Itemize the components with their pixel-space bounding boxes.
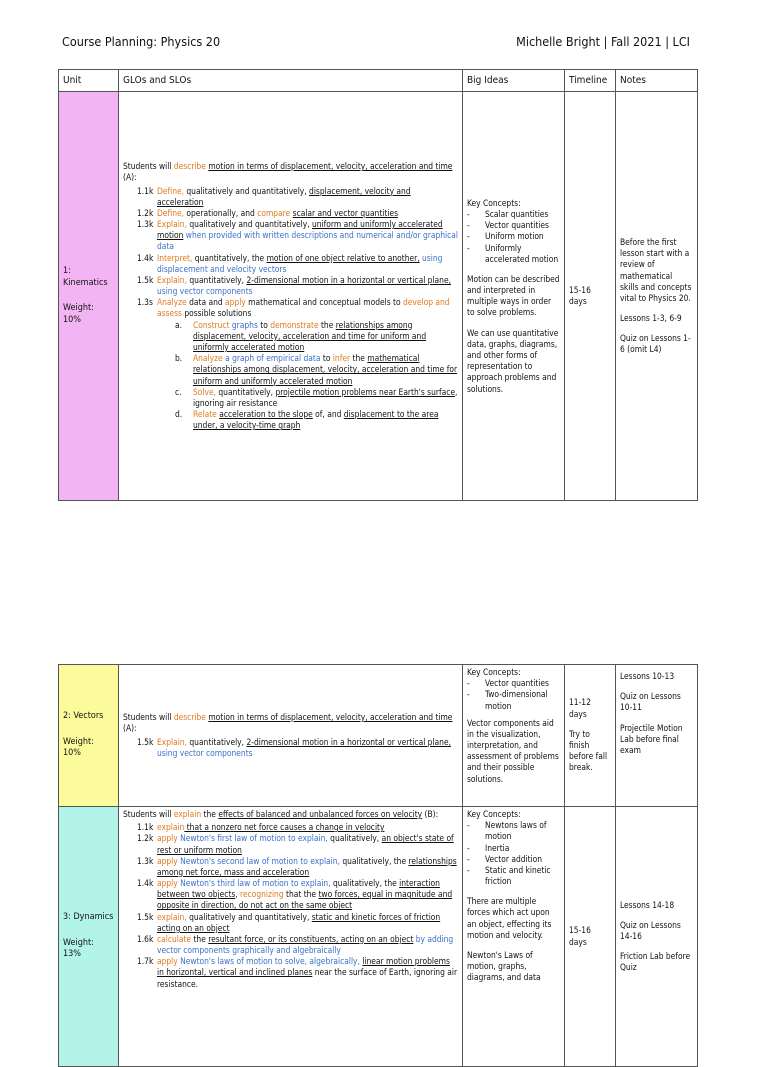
unit-name: 3: Dynamics xyxy=(63,911,114,922)
timeline-cell: 15-16 days xyxy=(565,92,616,501)
key-concepts-heading: Key Concepts: xyxy=(467,809,521,819)
big-ideas-cell xyxy=(463,665,565,807)
glo-statement: Students will explain the effects of balanced and unbalanced forces on velocity (B): xyxy=(123,809,439,819)
outcomes-cell xyxy=(119,92,463,501)
note: Lessons 1-3, 6-9 xyxy=(620,313,682,324)
table-header-row xyxy=(59,70,698,92)
note: Lessons 14-18 xyxy=(620,899,675,910)
note: Before the first lesson start with a review of mathematical skills and concepts vital to Physics 20. xyxy=(620,237,692,303)
vectors-row xyxy=(59,665,698,807)
key-concepts-list xyxy=(467,678,560,712)
notes-header: Notes xyxy=(616,70,698,92)
notes-cell xyxy=(616,807,698,1067)
slo-item: 1.3k apply Newton's second law of motion to explain, qualitatively, the relationships among net force, mass and acceleration xyxy=(137,855,457,877)
note: Quiz on Lessons 1-6 (omit L4) xyxy=(620,333,691,355)
concept-item: - Newtons laws of motion xyxy=(467,820,547,842)
slo-item: 1.1k Define, qualitatively and quantitatively, displacement, velocity and acceleration xyxy=(137,185,411,207)
author-term: Michelle Bright | Fall 2021 | LCI xyxy=(516,34,690,49)
outcomes-cell xyxy=(119,665,463,807)
concept-item: - Uniformly accelerated motion xyxy=(467,242,559,264)
slo-item: 1.5k Explain, quantitatively, 2-dimensional motion in a horizontal or vertical plane, using vector components xyxy=(137,274,451,297)
unit-cell-kinematics xyxy=(59,92,119,501)
timeline-cell: 15-16 days xyxy=(565,807,616,1067)
slo-item: 1.3s Analyze data and apply mathematical and conceptual models to develop and assess possible solutions a. Construct graphs to demonstrate the relationships among displacement, velocity, acceleration and time for uniform and uniformly accelerated motion b. Analyze a graph of empirical data to infer the mathematical relationships among displacement, velocity, acceleration and time for uniform and uniformly accelerated motion c. Solve, quantitatively, projectile motion problems near Earth's surface, ignoring air resistance d. Relate acceleration to the slope of, and displacement to the area under, a velocity-time graph xyxy=(123,297,458,431)
unit-cell-dynamics xyxy=(59,807,119,1067)
notes-cell xyxy=(616,665,698,807)
big-ideas-header: Big Ideas xyxy=(463,70,565,92)
note: Projectile Motion Lab before final exam xyxy=(620,722,683,755)
unit-weight: Weight: 13% xyxy=(63,937,94,960)
key-concepts-list xyxy=(467,209,560,265)
concept-item: - Vector quantities xyxy=(467,678,549,689)
big-idea-paragraph: There are multiple forces which act upon an object, effecting its motion and velocity. xyxy=(467,896,552,940)
note: Lessons 10-13 xyxy=(620,671,675,681)
unit-name: 2: Vectors xyxy=(63,710,104,721)
notes-cell xyxy=(616,92,698,501)
unit-cell-vectors xyxy=(59,665,119,807)
slo-item: 1.5k explain, qualitatively and quantitatively, static and kinetic forces of friction acting on an object xyxy=(137,911,441,933)
slo-list xyxy=(123,822,458,990)
sub-item: c. Solve, quantitatively, projectile motion problems near Earth's surface, ignoring air resistance xyxy=(175,386,458,408)
unit-name: 1: Kinematics xyxy=(63,265,108,288)
sub-item: a. Construct graphs to demonstrate the relationships among displacement, velocity, acceleration and time for uniform and uniformly accelerated motion xyxy=(175,319,427,352)
concept-item: - Scalar quantities xyxy=(467,209,549,220)
dynamics-row xyxy=(59,807,698,1067)
document-title: Course Planning: Physics 20 xyxy=(62,34,221,49)
note: Quiz on Lessons 10-11 xyxy=(620,691,681,713)
unit-weight: Weight: 10% xyxy=(63,736,94,759)
outcomes-cell xyxy=(119,807,463,1067)
concept-item: - Static and kinetic friction xyxy=(467,864,551,887)
big-idea-paragraph: Vector components aid in the visualization, interpretation, and assessment of problems and their possible solutions. xyxy=(467,717,559,784)
slo-item: 1.6k calculate the resultant force, or its constituents, acting on an object by adding vector components graphically and algebraically xyxy=(137,933,454,956)
concept-item: - Uniform motion xyxy=(467,231,544,242)
slo-item: 1.7k apply Newton's laws of motion to solve, algebraically, linear motion problems in horizontal, vertical and inclined planes near the surface of Earth, ignoring air resistance. xyxy=(137,956,458,989)
key-concepts-heading: Key Concepts: xyxy=(467,197,521,208)
big-idea-paragraph: Newton's Laws of motion, graphs, diagrams, and data xyxy=(467,949,541,983)
slo-item: 1.4k Interpret, quantitatively, the motion of one object relative to another, using displacement and velocity vectors xyxy=(137,252,443,274)
sub-item: d. Relate acceleration to the slope of, and displacement to the area under, a velocity-time graph xyxy=(175,409,439,431)
slo-item: 1.4k apply Newton's third law of motion to explain, qualitatively, the interaction between two objects, recognizing that the two forces, equal in magnitude and opposite in direction, do not act on the same object xyxy=(137,878,453,911)
big-ideas-cell xyxy=(463,807,565,1067)
timeline-note: Try to finish before fall break. xyxy=(569,728,608,773)
sub-list xyxy=(123,320,458,432)
note: Quiz on Lessons 14-16 xyxy=(620,919,681,941)
unit-header: Unit xyxy=(59,70,119,92)
concept-item: - Two-dimensional motion xyxy=(467,689,548,711)
sub-item: b. Analyze a graph of empirical data to infer the mathematical relationships among displacement, velocity, acceleration and time for uniform and uniformly accelerated motion xyxy=(175,353,458,386)
slo-item: 1.2k Define, operationally, and compare scalar and vector quantities xyxy=(137,207,398,218)
slo-item: 1.2k apply Newton's first law of motion to explain, qualitatively, an object's state of rest or uniform motion xyxy=(137,833,454,855)
big-idea-paragraph: We can use quantitative data, graphs, diagrams, and other forms of representation to approach problems and solutions. xyxy=(467,327,559,394)
timeline-cell xyxy=(565,665,616,807)
outcomes-header: GLOs and SLOs xyxy=(119,70,463,92)
kinematics-row xyxy=(59,92,698,501)
timeline-header: Timeline xyxy=(565,70,616,92)
note: Friction Lab before Quiz xyxy=(620,951,691,973)
key-concepts-list xyxy=(467,820,560,887)
slo-item: 1.3k Explain, qualitatively and quantitatively, uniform and uniformly accelerated motion when provided with written descriptions and numerical and/or graphical data xyxy=(137,219,458,252)
glo-statement: Students will describe motion in terms of displacement, velocity, acceleration and time (A): xyxy=(123,161,453,183)
concept-item: - Inertia xyxy=(467,842,510,853)
key-concepts-heading: Key Concepts: xyxy=(467,667,521,677)
big-ideas-cell xyxy=(463,92,565,501)
slo-item: 1.1k explain that a nonzero net force causes a change in velocity xyxy=(137,822,385,833)
slo-list xyxy=(123,186,458,432)
kinematics-table xyxy=(58,69,698,501)
vectors-dynamics-table xyxy=(58,664,698,1067)
concept-item: - Vector quantities xyxy=(467,220,549,231)
concept-item: - Vector addition xyxy=(467,853,543,864)
glo-statement: Students will describe motion in terms of displacement, velocity, acceleration and time (A): xyxy=(123,712,453,734)
slo-item: 1.5k Explain, quantitatively, 2-dimensional motion in a horizontal or vertical plane, using vector components xyxy=(137,736,451,758)
unit-weight: Weight: 10% xyxy=(63,303,94,325)
timeline-days: 11-12 days xyxy=(569,697,591,719)
big-idea-paragraph: Motion can be described and interpreted in multiple ways in order to solve problems. xyxy=(467,273,560,318)
slo-list xyxy=(123,737,458,759)
